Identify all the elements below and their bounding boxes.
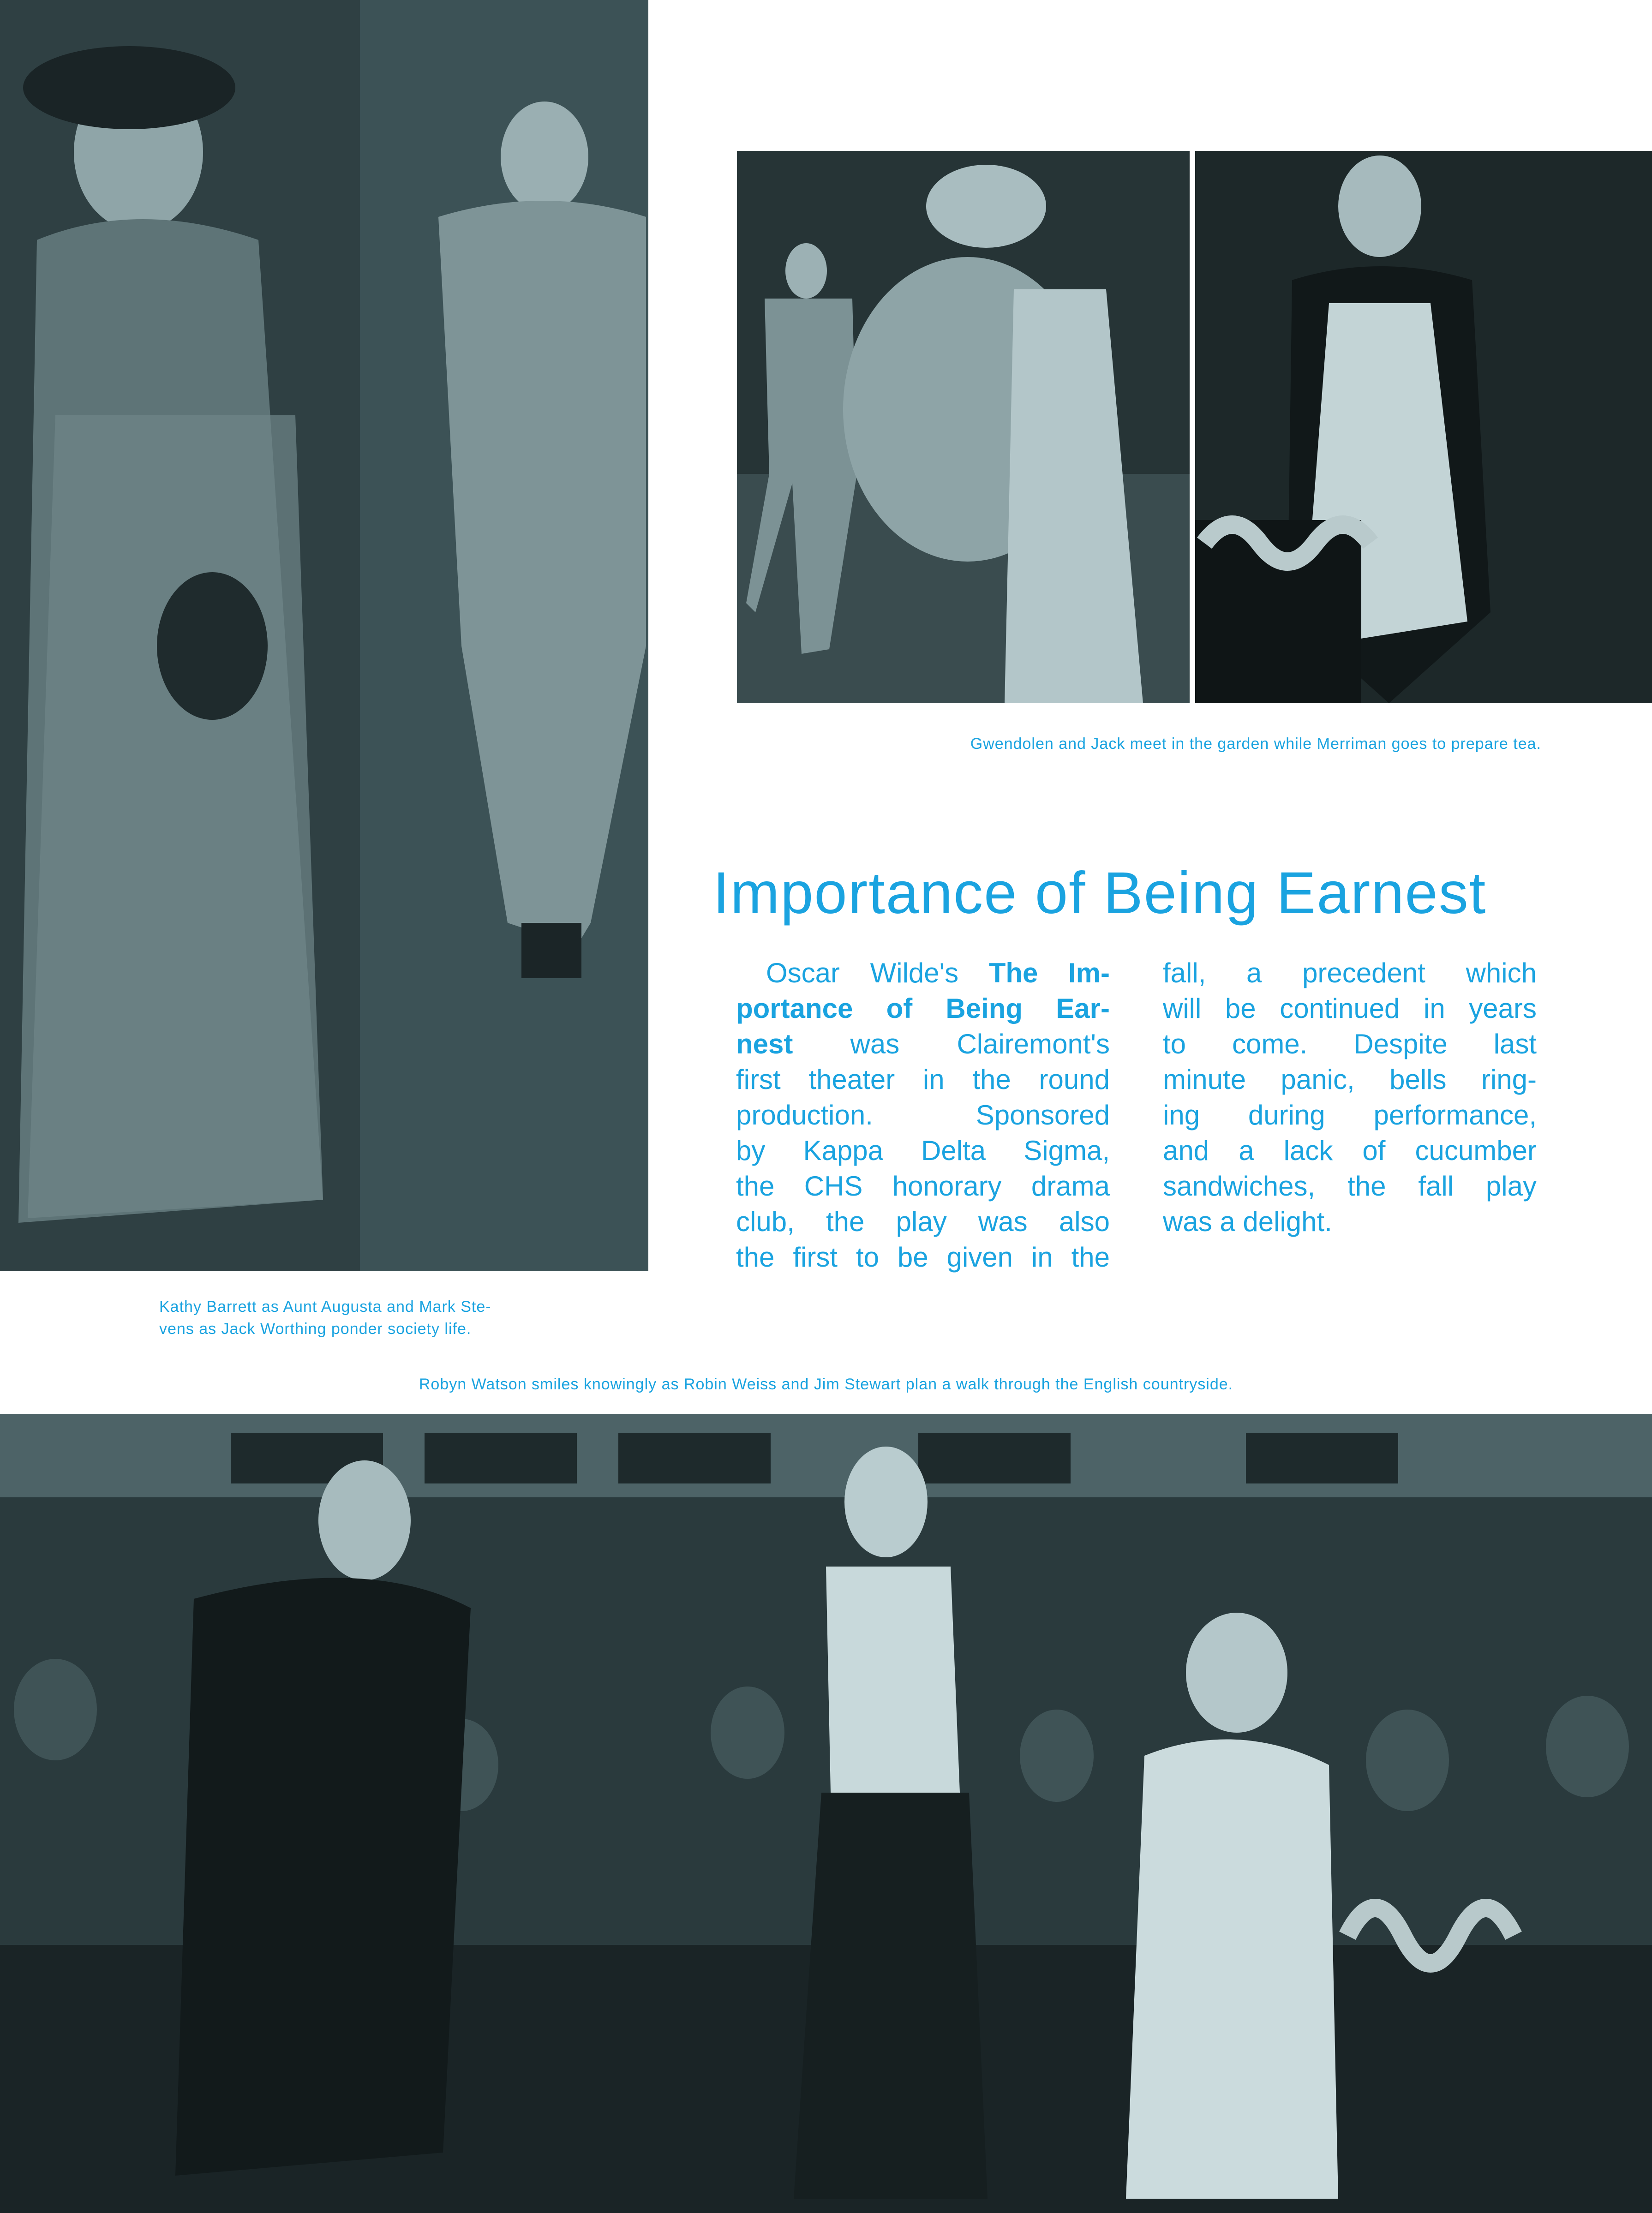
- caption-left-photo: [159, 1296, 644, 1340]
- article-col1-line: the CHS honorary drama: [736, 1171, 1110, 1202]
- article-col1-line: production. Sponsored: [736, 1100, 1110, 1130]
- article-title: Importance of Being Earnest: [713, 860, 1487, 926]
- article-col2-line: was a delight.: [1163, 1206, 1332, 1237]
- article-col2-line: sandwiches, the fall play: [1163, 1171, 1537, 1202]
- caption-garden-photo: Gwendolen and Jack meet in the garden while Merriman goes to prepare tea.: [970, 735, 1541, 753]
- article-col1-line: by Kappa Delta Sigma,: [736, 1135, 1110, 1166]
- article-column-1: [736, 955, 1110, 1275]
- photo-merriman: [1195, 151, 1652, 703]
- photo-aunt-augusta-and-jack: [0, 0, 648, 1271]
- article-col1-line: club, the play was also: [736, 1206, 1110, 1237]
- caption-left-line-2: vens as Jack Worthing ponder society life.: [159, 1320, 472, 1338]
- article-col1-line: the first to be given in the: [736, 1242, 1110, 1273]
- article-play-title: The Im-: [988, 957, 1110, 988]
- caption-left-line-1: Kathy Barrett as Aunt Augusta and Mark Ste-: [159, 1298, 491, 1316]
- photo-gwendolen-and-jack: [737, 151, 1190, 703]
- article-col1-line: [736, 955, 1110, 991]
- caption-bottom-photo: Robyn Watson smiles knowingly as Robin Weiss and Jim Stewart plan a walk through the English countryside.: [419, 1376, 1233, 1393]
- article-col2-line: minute panic, bells ring-: [1163, 1064, 1537, 1095]
- article-text: Oscar Wilde's: [766, 957, 989, 988]
- article-col2-line: fall, a precedent which: [1163, 957, 1537, 988]
- article-text: was Clairemont's: [793, 1029, 1110, 1059]
- article-column-2: [1163, 955, 1537, 1239]
- article-col1-line: first theater in the round: [736, 1064, 1110, 1095]
- article-col2-line: and a lack of cucumber: [1163, 1135, 1537, 1166]
- article-col1-line: [736, 1026, 1110, 1062]
- photo-robyn-robin-jim: [0, 1414, 1652, 2213]
- article-play-title: nest: [736, 1029, 793, 1059]
- article-play-title: portance of Being Ear-: [736, 993, 1110, 1024]
- article-col2-line: to come. Despite last: [1163, 1029, 1537, 1059]
- article-col2-line: will be continued in years: [1163, 993, 1537, 1024]
- article-col2-line: ing during performance,: [1163, 1100, 1537, 1130]
- article-col1-line: [736, 991, 1110, 1026]
